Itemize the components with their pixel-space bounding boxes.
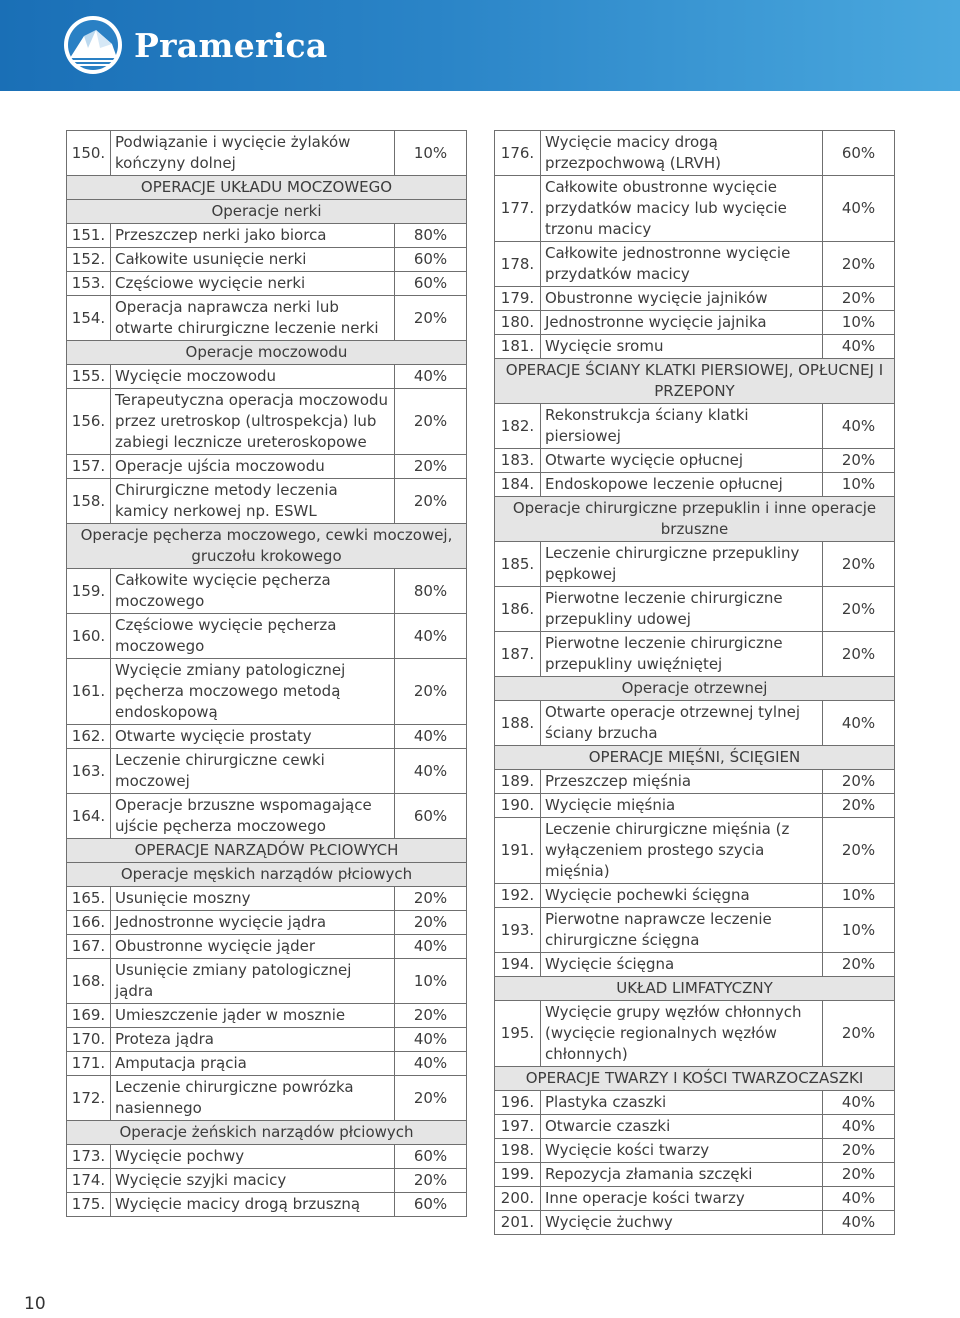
- procedure-number: 162.: [67, 725, 111, 749]
- procedure-name: Operacje ujścia moczowodu: [111, 455, 395, 479]
- procedure-row: [495, 1091, 895, 1115]
- procedure-name: Przeszczep mięśnia: [541, 770, 823, 794]
- procedure-name: Pierwotne leczenie chirurgiczne przepukliny udowej: [541, 587, 823, 632]
- procedure-percent: 20%: [823, 1163, 895, 1187]
- procedure-percent: 20%: [395, 1076, 467, 1121]
- section-header-row: [495, 677, 895, 701]
- procedure-name: Całkowite usunięcie nerki: [111, 248, 395, 272]
- procedure-percent: 40%: [395, 1052, 467, 1076]
- section-title: OPERACJE ŚCIANY KLATKI PIERSIOWEJ, OPŁUCNEJ I PRZEPONY: [495, 359, 895, 404]
- procedure-row: [495, 1187, 895, 1211]
- procedure-number: 194.: [495, 953, 541, 977]
- procedure-number: 161.: [67, 659, 111, 725]
- procedure-name: Plastyka czaszki: [541, 1091, 823, 1115]
- procedure-row: [67, 1169, 467, 1193]
- procedure-percent: 40%: [823, 335, 895, 359]
- procedure-percent: 20%: [395, 455, 467, 479]
- procedure-row: [67, 389, 467, 455]
- procedure-percent: 60%: [395, 272, 467, 296]
- procedure-number: 184.: [495, 473, 541, 497]
- procedure-percent: 20%: [823, 794, 895, 818]
- procedure-percent: 20%: [823, 770, 895, 794]
- procedure-percent: 40%: [395, 1028, 467, 1052]
- procedure-row: [67, 272, 467, 296]
- section-title: OPERACJE NARZĄDÓW PŁCIOWYCH: [67, 839, 467, 863]
- procedure-row: [495, 770, 895, 794]
- procedure-name: Całkowite obustronne wycięcie przydatków macicy lub wycięcie trzonu macicy: [541, 176, 823, 242]
- procedure-percent: 60%: [823, 131, 895, 176]
- procedure-percent: 20%: [823, 542, 895, 587]
- procedure-number: 151.: [67, 224, 111, 248]
- procedure-number: 178.: [495, 242, 541, 287]
- procedure-number: 152.: [67, 248, 111, 272]
- procedure-number: 183.: [495, 449, 541, 473]
- procedure-name: Proteza jądra: [111, 1028, 395, 1052]
- procedure-percent: 20%: [395, 296, 467, 341]
- procedure-name: Otwarte wycięcie prostaty: [111, 725, 395, 749]
- procedure-number: 187.: [495, 632, 541, 677]
- section-title: Operacje chirurgiczne przepuklin i inne operacje brzuszne: [495, 497, 895, 542]
- procedure-row: [67, 569, 467, 614]
- procedure-name: Usunięcie moszny: [111, 887, 395, 911]
- procedure-name: Wycięcie kości twarzy: [541, 1139, 823, 1163]
- procedure-percent: 20%: [395, 911, 467, 935]
- procedure-percent: 20%: [823, 632, 895, 677]
- procedure-percent: 20%: [823, 1001, 895, 1067]
- procedure-row: [67, 224, 467, 248]
- procedure-name: Obustronne wycięcie jąder: [111, 935, 395, 959]
- procedure-row: [67, 659, 467, 725]
- procedure-number: 160.: [67, 614, 111, 659]
- procedure-number: 185.: [495, 542, 541, 587]
- procedure-row: [67, 614, 467, 659]
- procedure-percent: 40%: [395, 749, 467, 794]
- procedure-name: Całkowite jednostronne wycięcie przydatków macicy: [541, 242, 823, 287]
- procedures-table-right: [494, 130, 895, 1235]
- procedure-number: 193.: [495, 908, 541, 953]
- procedure-percent: 40%: [823, 701, 895, 746]
- section-title: Operacje nerki: [67, 200, 467, 224]
- section-header-row: [67, 200, 467, 224]
- procedure-number: 182.: [495, 404, 541, 449]
- procedure-row: [495, 953, 895, 977]
- section-title: Operacje otrzewnej: [495, 677, 895, 701]
- procedure-row: [495, 908, 895, 953]
- procedure-name: Leczenie chirurgiczne przepukliny pępkowej: [541, 542, 823, 587]
- procedure-row: [67, 725, 467, 749]
- section-header-row: [67, 1121, 467, 1145]
- procedure-number: 186.: [495, 587, 541, 632]
- procedure-percent: 20%: [823, 953, 895, 977]
- procedure-number: 154.: [67, 296, 111, 341]
- procedure-row: [67, 887, 467, 911]
- section-title: OPERACJE TWARZY I KOŚCI TWARZOCZASZKI: [495, 1067, 895, 1091]
- procedure-number: 191.: [495, 818, 541, 884]
- procedure-name: Leczenie chirurgiczne powrózka nasiennego: [111, 1076, 395, 1121]
- procedure-percent: 40%: [823, 1187, 895, 1211]
- procedure-row: [67, 794, 467, 839]
- section-title: Operacje żeńskich narządów płciowych: [67, 1121, 467, 1145]
- procedure-row: [495, 404, 895, 449]
- procedure-number: 167.: [67, 935, 111, 959]
- procedure-percent: 40%: [823, 1211, 895, 1235]
- rock-logo-icon: [62, 14, 124, 76]
- procedure-percent: 40%: [395, 614, 467, 659]
- procedure-name: Leczenie chirurgiczne mięśnia (z wyłączeniem prostego szycia mięśnia): [541, 818, 823, 884]
- procedure-number: 179.: [495, 287, 541, 311]
- procedure-name: Wycięcie zmiany patologicznej pęcherza moczowego metodą endoskopową: [111, 659, 395, 725]
- procedure-row: [495, 818, 895, 884]
- section-title: OPERACJE UKŁADU MOCZOWEGO: [67, 176, 467, 200]
- procedure-percent: 40%: [823, 176, 895, 242]
- procedure-row: [67, 1028, 467, 1052]
- procedure-number: 196.: [495, 1091, 541, 1115]
- procedure-row: [495, 1115, 895, 1139]
- procedure-name: Wycięcie sromu: [541, 335, 823, 359]
- procedure-row: [67, 911, 467, 935]
- procedure-number: 153.: [67, 272, 111, 296]
- procedure-percent: 10%: [823, 311, 895, 335]
- procedure-name: Jednostronne wycięcie jądra: [111, 911, 395, 935]
- section-header-row: [495, 746, 895, 770]
- procedure-name: Umieszczenie jąder w mosznie: [111, 1004, 395, 1028]
- procedure-row: [67, 455, 467, 479]
- procedure-row: [495, 1211, 895, 1235]
- procedure-name: Częściowe wycięcie nerki: [111, 272, 395, 296]
- procedure-percent: 20%: [823, 818, 895, 884]
- procedure-number: 200.: [495, 1187, 541, 1211]
- section-header-row: [495, 497, 895, 542]
- procedure-percent: 60%: [395, 248, 467, 272]
- procedure-name: Wycięcie macicy drogą brzuszną: [111, 1193, 395, 1217]
- procedure-name: Chirurgiczne metody leczenia kamicy nerkowej np. ESWL: [111, 479, 395, 524]
- procedure-percent: 60%: [395, 1193, 467, 1217]
- procedure-row: [67, 248, 467, 272]
- section-title: Operacje moczowodu: [67, 341, 467, 365]
- procedure-percent: 10%: [823, 884, 895, 908]
- procedure-number: 188.: [495, 701, 541, 746]
- section-title: UKŁAD LIMFATYCZNY: [495, 977, 895, 1001]
- procedure-number: 173.: [67, 1145, 111, 1169]
- procedure-row: [495, 587, 895, 632]
- procedure-name: Podwiązanie i wycięcie żylaków kończyny dolnej: [111, 131, 395, 176]
- procedure-percent: 20%: [395, 389, 467, 455]
- procedure-name: Przeszczep nerki jako biorca: [111, 224, 395, 248]
- section-header-row: [495, 977, 895, 1001]
- procedure-row: [495, 632, 895, 677]
- procedure-row: [495, 1001, 895, 1067]
- procedure-percent: 10%: [823, 908, 895, 953]
- procedure-percent: 60%: [395, 1145, 467, 1169]
- procedure-number: 189.: [495, 770, 541, 794]
- procedure-number: 164.: [67, 794, 111, 839]
- section-header-row: [495, 359, 895, 404]
- procedure-percent: 20%: [395, 659, 467, 725]
- procedure-percent: 60%: [395, 794, 467, 839]
- procedure-row: [67, 1193, 467, 1217]
- procedure-percent: 10%: [395, 131, 467, 176]
- procedure-row: [495, 287, 895, 311]
- procedure-name: Wycięcie pochewki ścięgna: [541, 884, 823, 908]
- procedure-percent: 20%: [823, 242, 895, 287]
- procedure-number: 181.: [495, 335, 541, 359]
- procedure-percent: 20%: [823, 449, 895, 473]
- procedure-name: Otwarte operacje otrzewnej tylnej ściany brzucha: [541, 701, 823, 746]
- procedure-row: [67, 935, 467, 959]
- procedure-number: 170.: [67, 1028, 111, 1052]
- page-number: 10: [24, 1294, 46, 1314]
- procedure-number: 190.: [495, 794, 541, 818]
- procedure-name: Usunięcie zmiany patologicznej jądra: [111, 959, 395, 1004]
- procedure-number: 171.: [67, 1052, 111, 1076]
- procedure-name: Inne operacje kości twarzy: [541, 1187, 823, 1211]
- procedure-number: 198.: [495, 1139, 541, 1163]
- procedure-name: Wycięcie moczowodu: [111, 365, 395, 389]
- procedure-name: Amputacja prącia: [111, 1052, 395, 1076]
- procedure-number: 150.: [67, 131, 111, 176]
- section-title: Operacje męskich narządów płciowych: [67, 863, 467, 887]
- procedure-percent: 20%: [395, 1169, 467, 1193]
- procedure-row: [67, 365, 467, 389]
- procedure-name: Wycięcie mięśnia: [541, 794, 823, 818]
- section-header-row: [67, 524, 467, 569]
- procedure-number: 159.: [67, 569, 111, 614]
- procedure-name: Wycięcie pochwy: [111, 1145, 395, 1169]
- procedure-row: [495, 1163, 895, 1187]
- procedure-name: Wycięcie ścięgna: [541, 953, 823, 977]
- procedure-row: [495, 176, 895, 242]
- procedure-number: 197.: [495, 1115, 541, 1139]
- procedure-percent: 40%: [395, 935, 467, 959]
- procedure-percent: 20%: [395, 479, 467, 524]
- procedure-name: Wycięcie żuchwy: [541, 1211, 823, 1235]
- procedure-number: 155.: [67, 365, 111, 389]
- procedure-name: Pierwotne leczenie chirurgiczne przepukliny uwięźniętej: [541, 632, 823, 677]
- procedures-table-left: [66, 130, 467, 1217]
- procedure-number: 156.: [67, 389, 111, 455]
- procedure-name: Jednostronne wycięcie jajnika: [541, 311, 823, 335]
- procedure-row: [495, 884, 895, 908]
- procedure-row: [495, 701, 895, 746]
- procedure-number: 158.: [67, 479, 111, 524]
- procedure-row: [67, 1052, 467, 1076]
- procedure-number: 175.: [67, 1193, 111, 1217]
- procedure-name: Wycięcie grupy węzłów chłonnych (wycięcie regionalnych węzłów chłonnych): [541, 1001, 823, 1067]
- procedure-number: 166.: [67, 911, 111, 935]
- procedure-row: [495, 131, 895, 176]
- procedure-name: Pierwotne naprawcze leczenie chirurgiczne ścięgna: [541, 908, 823, 953]
- procedure-name: Wycięcie szyjki macicy: [111, 1169, 395, 1193]
- procedure-row: [67, 959, 467, 1004]
- procedure-number: 169.: [67, 1004, 111, 1028]
- procedure-name: Wycięcie macicy drogą przezpochwową (LRVH): [541, 131, 823, 176]
- procedure-name: Otwarcie czaszki: [541, 1115, 823, 1139]
- procedure-percent: 40%: [395, 365, 467, 389]
- procedure-percent: 10%: [395, 959, 467, 1004]
- procedure-number: 163.: [67, 749, 111, 794]
- procedure-number: 192.: [495, 884, 541, 908]
- procedure-percent: 20%: [823, 1139, 895, 1163]
- section-header-row: [67, 341, 467, 365]
- section-header-row: [67, 839, 467, 863]
- procedure-number: 172.: [67, 1076, 111, 1121]
- procedure-row: [495, 311, 895, 335]
- procedure-name: Endoskopowe leczenie opłucnej: [541, 473, 823, 497]
- procedure-percent: 20%: [395, 1004, 467, 1028]
- procedure-name: Operacje brzuszne wspomagające ujście pęcherza moczowego: [111, 794, 395, 839]
- procedure-row: [67, 131, 467, 176]
- procedure-name: Całkowite wycięcie pęcherza moczowego: [111, 569, 395, 614]
- procedure-name: Otwarte wycięcie opłucnej: [541, 449, 823, 473]
- section-header-row: [495, 1067, 895, 1091]
- procedure-name: Operacja naprawcza nerki lub otwarte chirurgiczne leczenie nerki: [111, 296, 395, 341]
- procedure-name: Częściowe wycięcie pęcherza moczowego: [111, 614, 395, 659]
- header-banner: [0, 0, 960, 91]
- procedure-name: Terapeutyczna operacja moczowodu przez uretroskop (ultrospekcja) lub zabiegi lecznicze ureteroskopowe: [111, 389, 395, 455]
- procedure-percent: 20%: [395, 887, 467, 911]
- procedure-number: 199.: [495, 1163, 541, 1187]
- procedure-percent: 10%: [823, 473, 895, 497]
- procedure-row: [67, 296, 467, 341]
- procedure-percent: 40%: [395, 725, 467, 749]
- procedure-number: 180.: [495, 311, 541, 335]
- procedure-number: 201.: [495, 1211, 541, 1235]
- procedure-row: [495, 473, 895, 497]
- procedure-row: [495, 542, 895, 587]
- procedure-row: [495, 242, 895, 287]
- brand-name: Pramerica: [134, 26, 328, 65]
- procedure-row: [495, 449, 895, 473]
- procedure-percent: 20%: [823, 287, 895, 311]
- procedure-number: 157.: [67, 455, 111, 479]
- procedure-percent: 80%: [395, 569, 467, 614]
- procedure-number: 177.: [495, 176, 541, 242]
- procedure-number: 168.: [67, 959, 111, 1004]
- procedure-percent: 80%: [395, 224, 467, 248]
- procedure-number: 176.: [495, 131, 541, 176]
- procedure-number: 174.: [67, 1169, 111, 1193]
- procedure-number: 165.: [67, 887, 111, 911]
- section-title: Operacje pęcherza moczowego, cewki moczowej, gruczołu krokowego: [67, 524, 467, 569]
- procedure-percent: 40%: [823, 404, 895, 449]
- procedure-name: Repozycja złamania szczęki: [541, 1163, 823, 1187]
- procedure-name: Rekonstrukcja ściany klatki piersiowej: [541, 404, 823, 449]
- procedure-percent: 40%: [823, 1091, 895, 1115]
- procedure-row: [67, 749, 467, 794]
- procedure-number: 195.: [495, 1001, 541, 1067]
- procedure-percent: 20%: [823, 587, 895, 632]
- section-title: OPERACJE MIĘŚNI, ŚCIĘGIEN: [495, 746, 895, 770]
- procedure-row: [495, 1139, 895, 1163]
- section-header-row: [67, 863, 467, 887]
- procedure-percent: 40%: [823, 1115, 895, 1139]
- procedure-row: [67, 1004, 467, 1028]
- procedure-row: [67, 1076, 467, 1121]
- procedure-name: Leczenie chirurgiczne cewki moczowej: [111, 749, 395, 794]
- procedure-row: [495, 335, 895, 359]
- procedure-row: [67, 479, 467, 524]
- procedure-row: [495, 794, 895, 818]
- section-header-row: [67, 176, 467, 200]
- procedure-name: Obustronne wycięcie jajników: [541, 287, 823, 311]
- procedure-row: [67, 1145, 467, 1169]
